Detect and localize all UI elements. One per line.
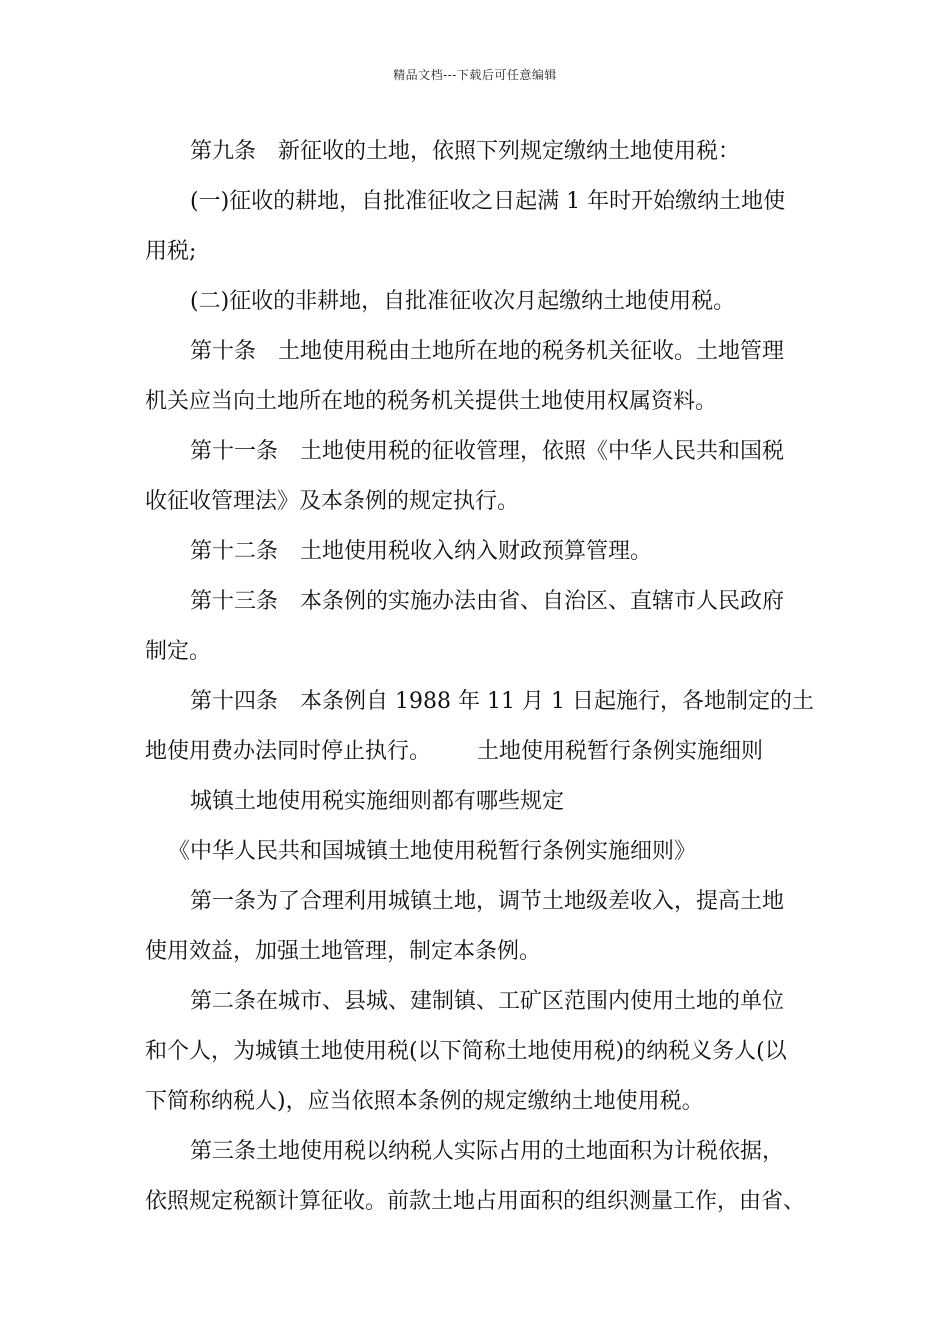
article-14-number: 第十四条 bbox=[190, 689, 279, 714]
paragraph-line: 依照规定税额计算征收。前款土地占用面积的组织测量工作，由省、 bbox=[145, 1189, 806, 1214]
article-10-line bbox=[190, 337, 784, 367]
article-13-number: 第十三条 bbox=[190, 589, 279, 614]
paragraph-line: 用税; bbox=[145, 239, 197, 264]
article-12-number: 第十二条 bbox=[190, 539, 279, 564]
article-10-number: 第十条 bbox=[190, 339, 257, 364]
paragraph-line: 第二条在城市、县城、建制镇、工矿区范围内使用土地的单位 bbox=[190, 989, 785, 1014]
article-10-text: 土地使用税由土地所在地的税务机关征收。土地管理 bbox=[278, 339, 785, 364]
paragraph-line: 第一条为了合理利用城镇土地，调节土地级差收入，提高土地 bbox=[190, 889, 785, 914]
article-9-line bbox=[190, 137, 740, 167]
article-12-text: 土地使用税收入纳入财政预算管理。 bbox=[300, 539, 653, 564]
paragraph-line bbox=[145, 737, 763, 767]
paragraph-line: 第三条土地使用税以纳税人实际占用的土地面积为计税依据， bbox=[190, 1139, 785, 1164]
article-13-line bbox=[190, 587, 784, 617]
article-13-text: 本条例的实施办法由省、自治区、直辖市人民政府 bbox=[300, 589, 785, 614]
section-heading: 城镇土地使用税实施细则都有哪些规定 bbox=[190, 789, 565, 814]
article-12-line bbox=[190, 537, 652, 567]
article-9-number: 第九条 bbox=[190, 139, 257, 164]
article-11-line bbox=[190, 437, 784, 467]
page-header: 精品文档---下载后可任意编辑 bbox=[393, 68, 557, 82]
paragraph-line: (二)征收的非耕地，自批准征收次月起缴纳土地使用税。 bbox=[190, 289, 736, 314]
article-11-text: 土地使用税的征收管理，依照《中华人民共和国税 bbox=[300, 439, 785, 464]
paragraph-line: 机关应当向土地所在地的税务机关提供土地使用权属资料。 bbox=[145, 389, 718, 414]
article-11-number: 第十一条 bbox=[190, 439, 279, 464]
article-9-text: 新征收的土地，依照下列规定缴纳土地使用税： bbox=[278, 139, 741, 164]
closing-text: 地使用费办法同时停止执行。 bbox=[145, 739, 432, 764]
paragraph-line: 和个人，为城镇土地使用税(以下简称土地使用税)的纳税义务人(以 bbox=[145, 1039, 787, 1064]
paragraph-line: 下简称纳税人)，应当依照本条例的规定缴纳土地使用税。 bbox=[145, 1089, 704, 1114]
article-14-text: 本条例自 1988 年 11 月 1 日起施行，各地制定的土 bbox=[300, 689, 814, 714]
section-title: 土地使用税暂行条例实施细则 bbox=[477, 739, 764, 764]
paragraph-line: 使用效益，加强土地管理，制定本条例。 bbox=[145, 939, 542, 964]
paragraph-line: 制定。 bbox=[145, 639, 212, 664]
paragraph-line: (一)征收的耕地，自批准征收之日起满 1 年时开始缴纳土地使 bbox=[190, 189, 786, 214]
document-title: 《中华人民共和国城镇土地使用税暂行条例实施细则》 bbox=[168, 839, 697, 864]
article-14-line bbox=[190, 687, 814, 717]
paragraph-line: 收征收管理法》及本条例的规定执行。 bbox=[145, 489, 520, 514]
